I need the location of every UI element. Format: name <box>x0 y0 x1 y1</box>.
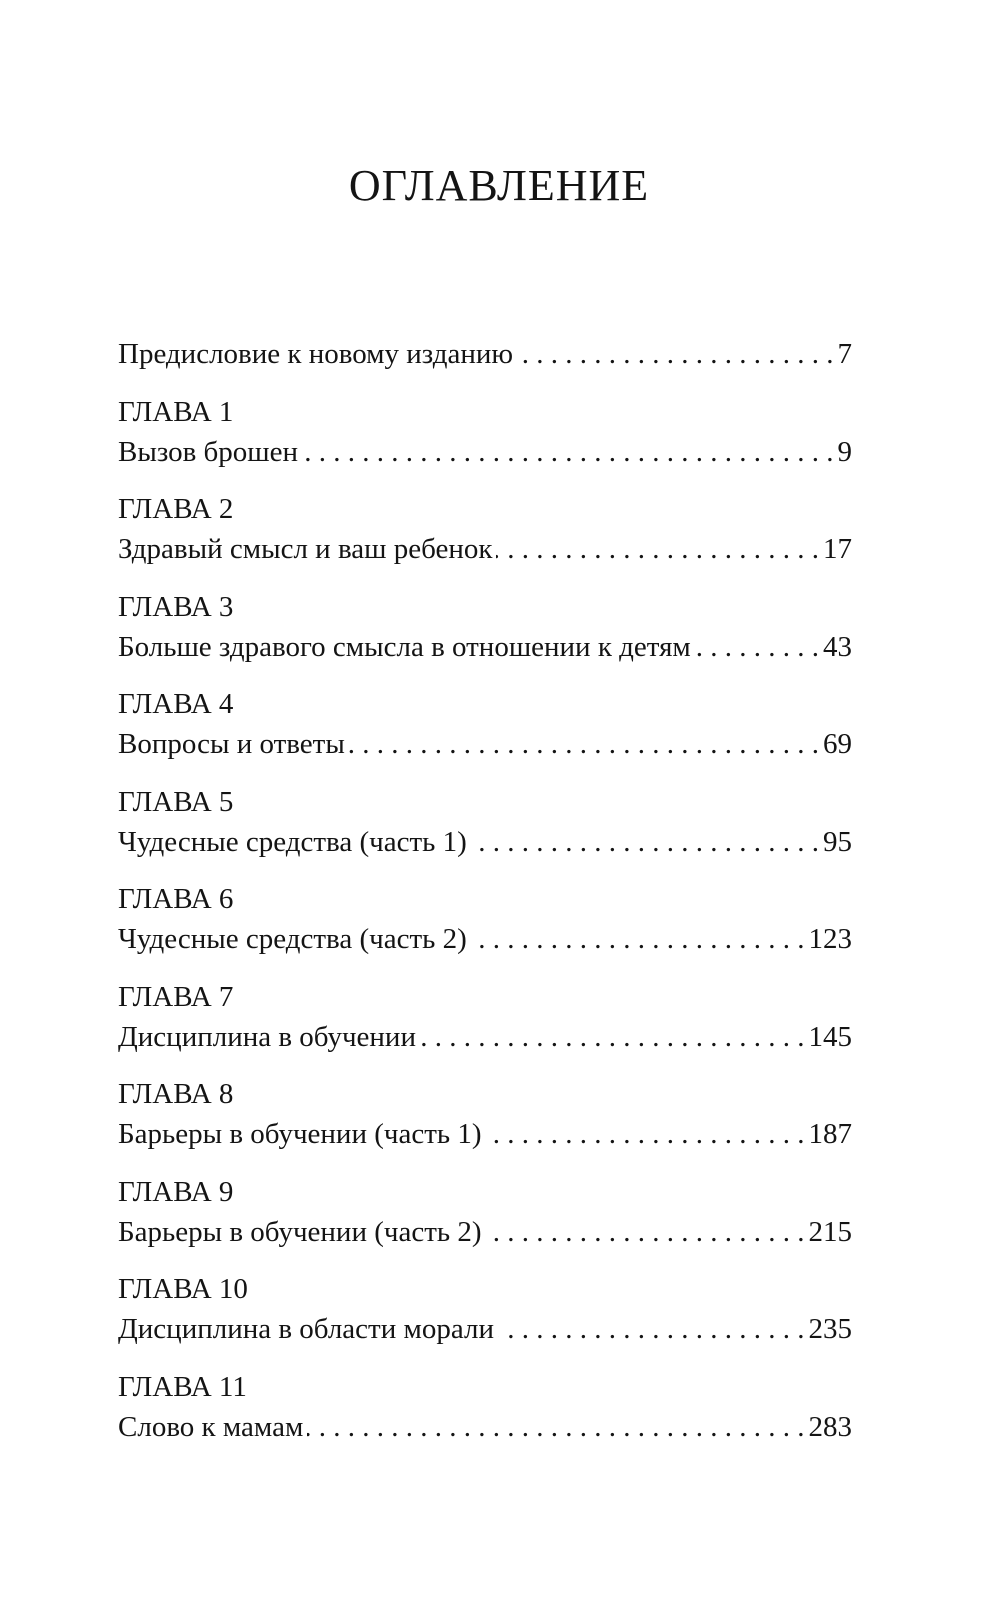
entry-page-number: 17 <box>823 533 852 565</box>
chapter-label: ГЛАВА 11 <box>118 1371 247 1403</box>
chapter-label: ГЛАВА 2 <box>118 493 234 525</box>
entry-title: Вопросы и ответы <box>118 728 345 760</box>
dot-leader <box>471 824 819 860</box>
entry-page-number: 95 <box>823 826 852 858</box>
chapter-label: ГЛАВА 5 <box>118 786 234 818</box>
toc-entry-chapter-6[interactable] <box>118 921 852 957</box>
toc-entry-chapter-10[interactable] <box>118 1311 852 1347</box>
dot-leader <box>496 531 819 567</box>
toc-entry-chapter-5[interactable] <box>118 824 852 860</box>
chapter-label: ГЛАВА 1 <box>118 396 234 428</box>
dot-leader <box>498 1311 805 1347</box>
entry-page-number: 7 <box>837 338 852 370</box>
dot-leader <box>486 1214 805 1250</box>
toc-entry-chapter-9[interactable] <box>118 1214 852 1250</box>
chapter-label: ГЛАВА 6 <box>118 883 234 915</box>
dot-leader <box>695 629 819 665</box>
dot-leader <box>302 434 833 470</box>
chapter-label: ГЛАВА 8 <box>118 1078 234 1110</box>
entry-title: Вызов брошен <box>118 436 299 468</box>
entry-title: Дисциплина в области морали <box>118 1313 494 1345</box>
toc-entry-chapter-11[interactable] <box>118 1409 852 1445</box>
chapter-label: ГЛАВА 9 <box>118 1176 234 1208</box>
entry-title: Слово к мамам <box>118 1411 304 1443</box>
dot-leader <box>420 1019 805 1055</box>
entry-title: Чудесные средства (часть 1) <box>118 826 467 858</box>
entry-title: Чудесные средства (часть 2) <box>118 923 467 955</box>
dot-leader <box>349 726 819 762</box>
entry-title: Здравый смысл и ваш ребенок <box>118 533 493 565</box>
entry-page-number: 69 <box>823 728 852 760</box>
entry-title: Барьеры в обучении (часть 1) <box>118 1118 482 1150</box>
chapter-label: ГЛАВА 3 <box>118 591 234 623</box>
dot-leader <box>486 1116 805 1152</box>
entry-page-number: 145 <box>808 1021 852 1053</box>
entry-title: Предисловие к новому изданию <box>118 338 514 370</box>
entry-title: Дисциплина в обучении <box>118 1021 416 1053</box>
entry-page-number: 187 <box>808 1118 852 1150</box>
chapter-label: ГЛАВА 10 <box>118 1273 248 1305</box>
entry-page-number: 9 <box>837 436 852 468</box>
toc-entry-chapter-2[interactable] <box>118 531 852 567</box>
dot-leader <box>307 1409 804 1445</box>
toc-entry-chapter-4[interactable] <box>118 726 852 762</box>
toc-entry-chapter-8[interactable] <box>118 1116 852 1152</box>
entry-page-number: 123 <box>808 923 852 955</box>
entry-page-number: 215 <box>808 1216 852 1248</box>
chapter-label: ГЛАВА 4 <box>118 688 234 720</box>
page-title: ОГЛАВЛЕНИЕ <box>348 161 650 210</box>
entry-title: Барьеры в обучении (часть 2) <box>118 1216 482 1248</box>
toc-entry-chapter-1[interactable] <box>118 434 852 470</box>
toc-entry-chapter-7[interactable] <box>118 1019 852 1055</box>
entry-page-number: 283 <box>808 1411 852 1443</box>
entry-page-number: 43 <box>823 631 852 663</box>
toc-entry-preface[interactable] <box>118 336 852 372</box>
chapter-label: ГЛАВА 7 <box>118 981 234 1013</box>
dot-leader <box>517 336 833 372</box>
entry-page-number: 235 <box>808 1313 852 1345</box>
entry-title: Больше здравого смысла в отношении к детям <box>118 631 691 663</box>
toc-entry-chapter-3[interactable] <box>118 629 852 665</box>
dot-leader <box>471 921 805 957</box>
